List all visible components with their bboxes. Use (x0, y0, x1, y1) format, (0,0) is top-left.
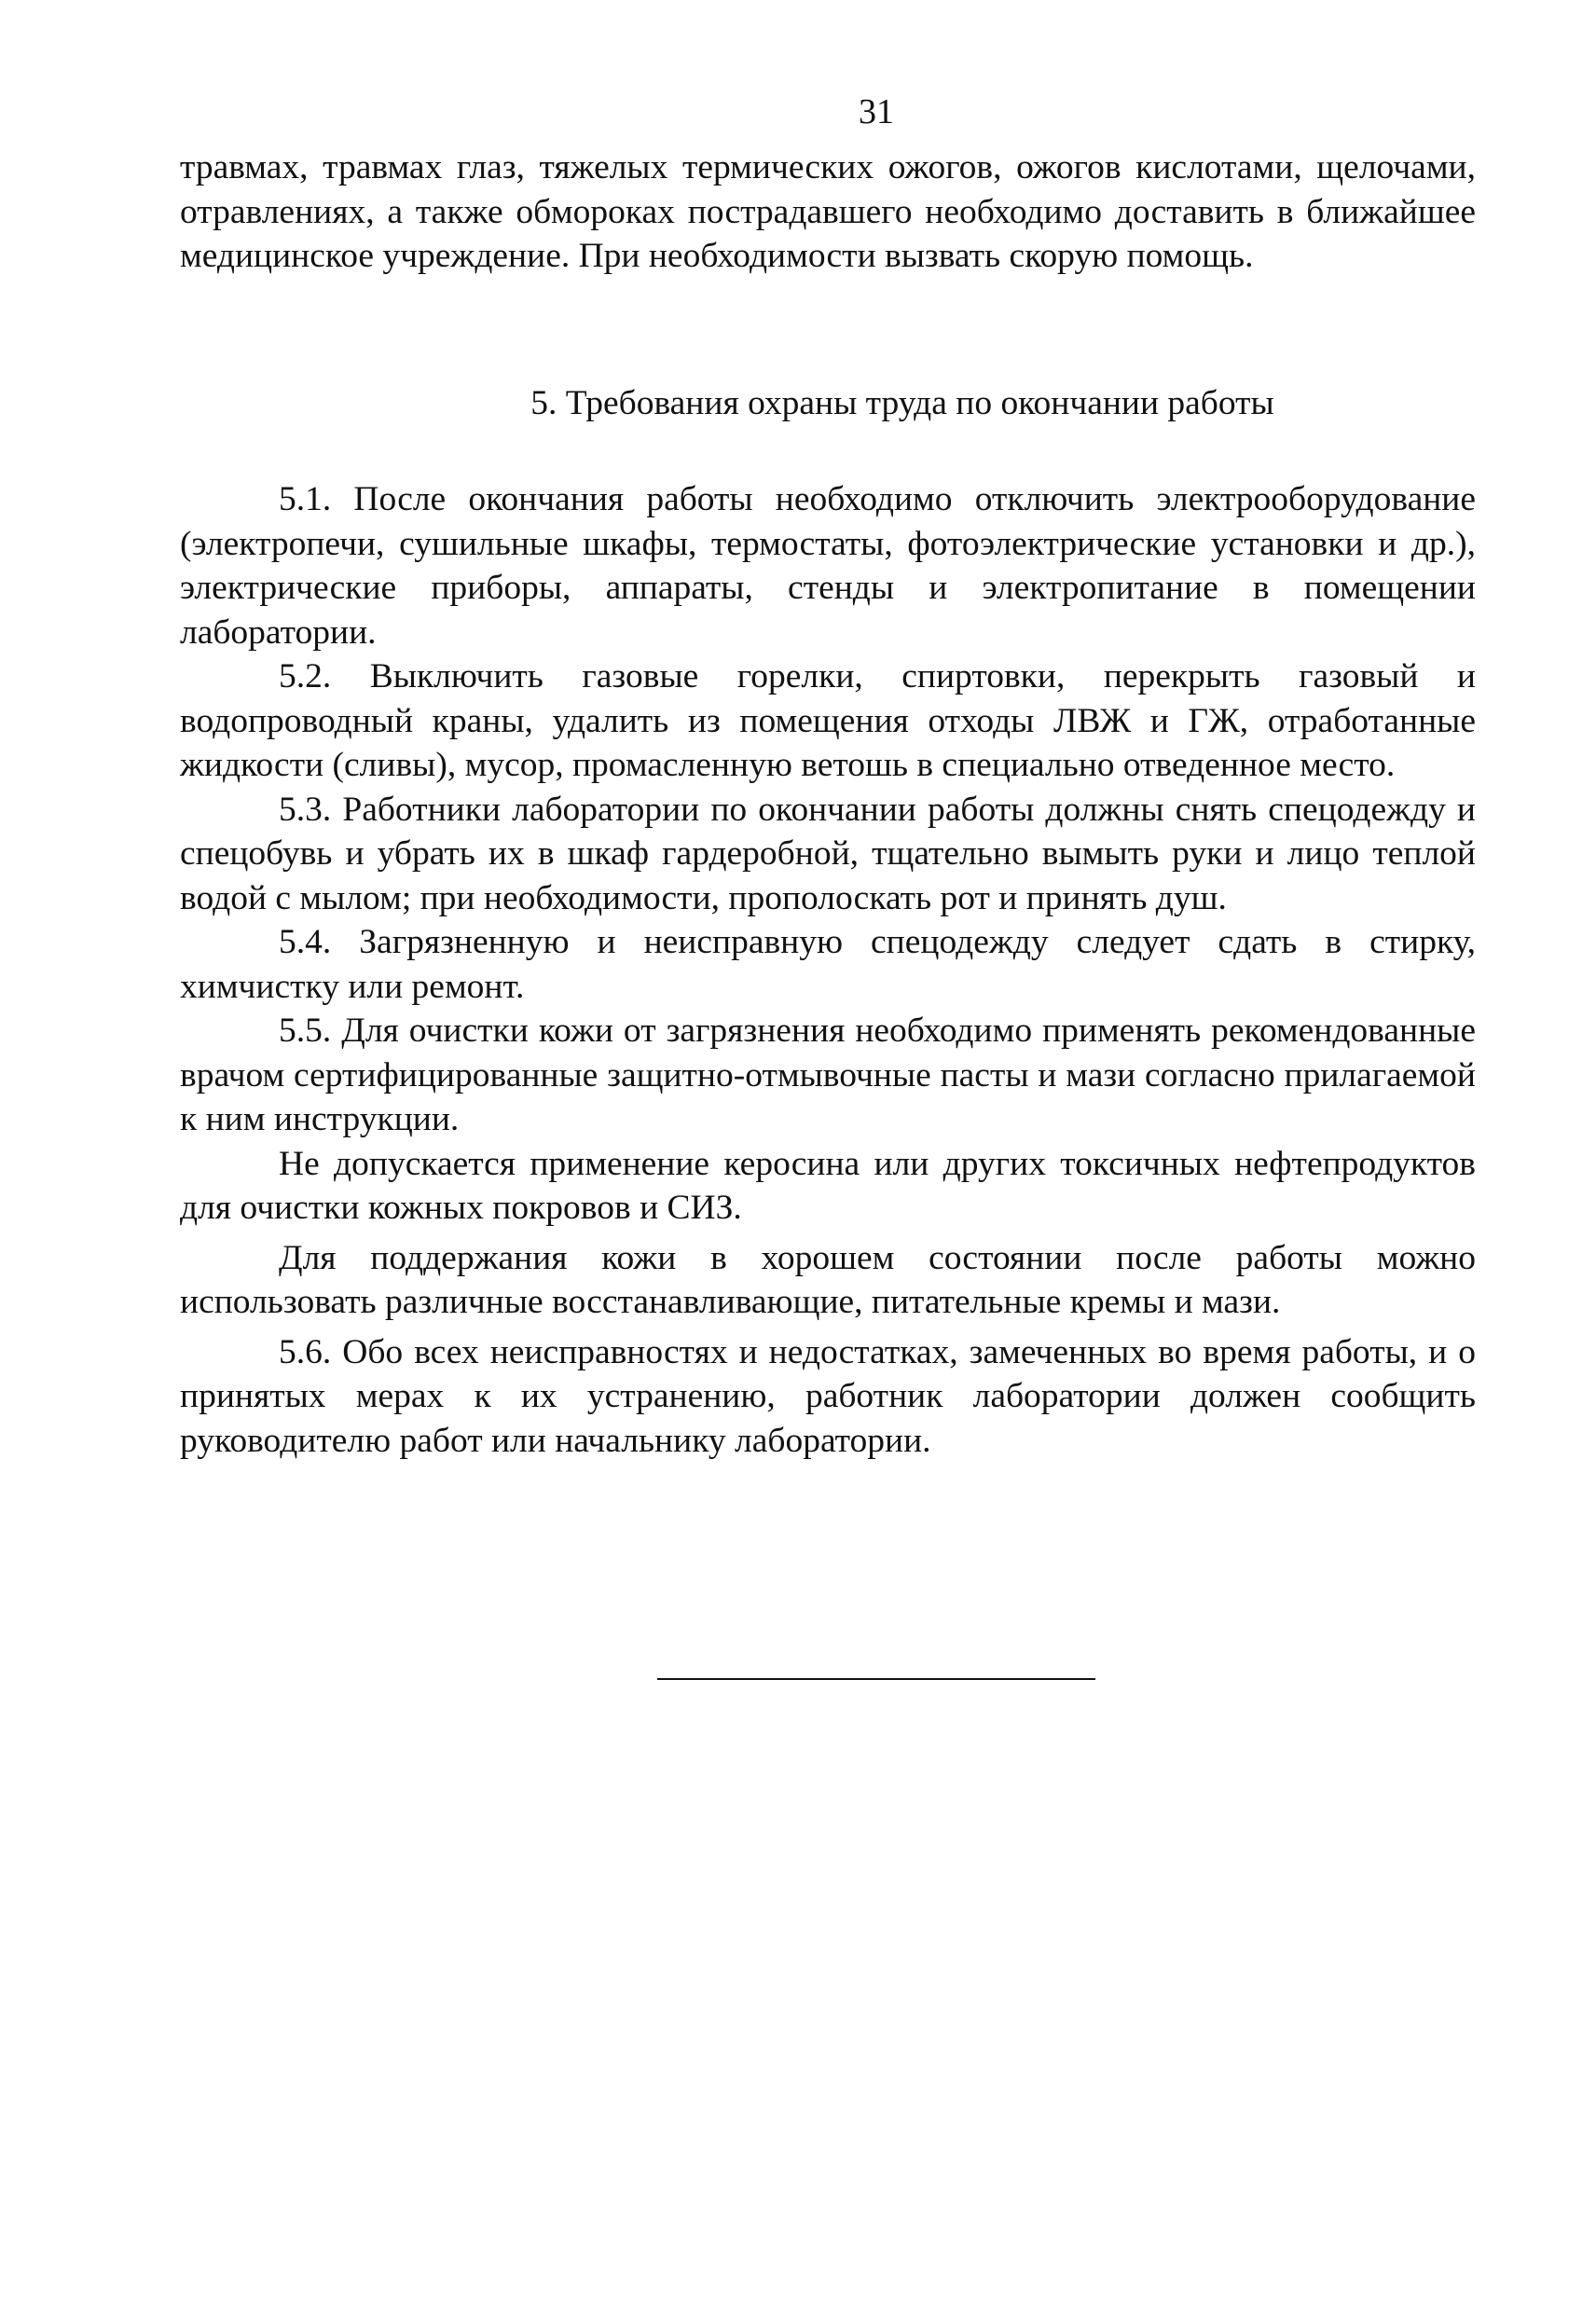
paragraph-5-4: 5.4. Загрязненную и неисправную спецодежду следует сдать в стирку, химчистку или ремонт. (180, 923, 1476, 1006)
paragraph-5-1: 5.1. После окончания работы необходимо отключить электрооборудование (электропечи, сушильные шкафы, термостаты, фотоэлектрические установки и др.), электрические приборы, аппараты, стенды и электропитание в помещении лаборатории. (180, 480, 1476, 652)
paragraph-5-3: 5.3. Работники лаборатории по окончании работы должны снять спецодежду и спецобувь и убрать их в шкаф гардеробной, тщательно вымыть руки и лицо теплой водой с мылом; при необходимости, прополоскать рот и принять душ. (180, 790, 1476, 917)
end-rule-divider (657, 1678, 1095, 1680)
section-heading: 5. Требования охраны труда по окончании работы (530, 383, 1274, 422)
paragraph-skin-care: Для поддержания кожи в хорошем состоянии после работы можно использовать различные восстанавливающие, питательные кремы и мази. (180, 1238, 1476, 1321)
paragraph-5-2: 5.2. Выключить газовые горелки, спиртовки, перекрыть газовый и водопроводный краны, удалить из помещения отходы ЛВЖ и ГЖ, отработанные жидкости (сливы), мусор, промасленную ветошь в специально отведенное место. (180, 657, 1476, 784)
intro-paragraph: травмах, травмах глаз, тяжелых термических ожогов, ожогов кислотами, щелочами, отравлениях, а также обмороках пострадавшего необходимо доставить в ближайшее медицинское учреждение. При необходимости вызвать скорую помощь. (180, 148, 1476, 275)
document-body (180, 145, 1476, 1463)
paragraph-5-5: 5.5. Для очистки кожи от загрязнения необходимо применять рекомендованные врачом сертифицированные защитно-отмывочные пасты и мази согласно прилагаемой к ним инструкции. (180, 1012, 1476, 1138)
paragraph-5-6: 5.6. Обо всех неисправностях и недостатках, замеченных во время работы, и о принятых мерах к их устранению, работник лаборатории должен сообщить руководителю работ или начальнику лаборатории. (180, 1332, 1476, 1460)
page-number: 31 (859, 92, 894, 131)
paragraph-prohibition: Не допускается применение керосина или других токсичных нефтепродуктов для очистки кожных покровов и СИЗ. (180, 1144, 1476, 1227)
